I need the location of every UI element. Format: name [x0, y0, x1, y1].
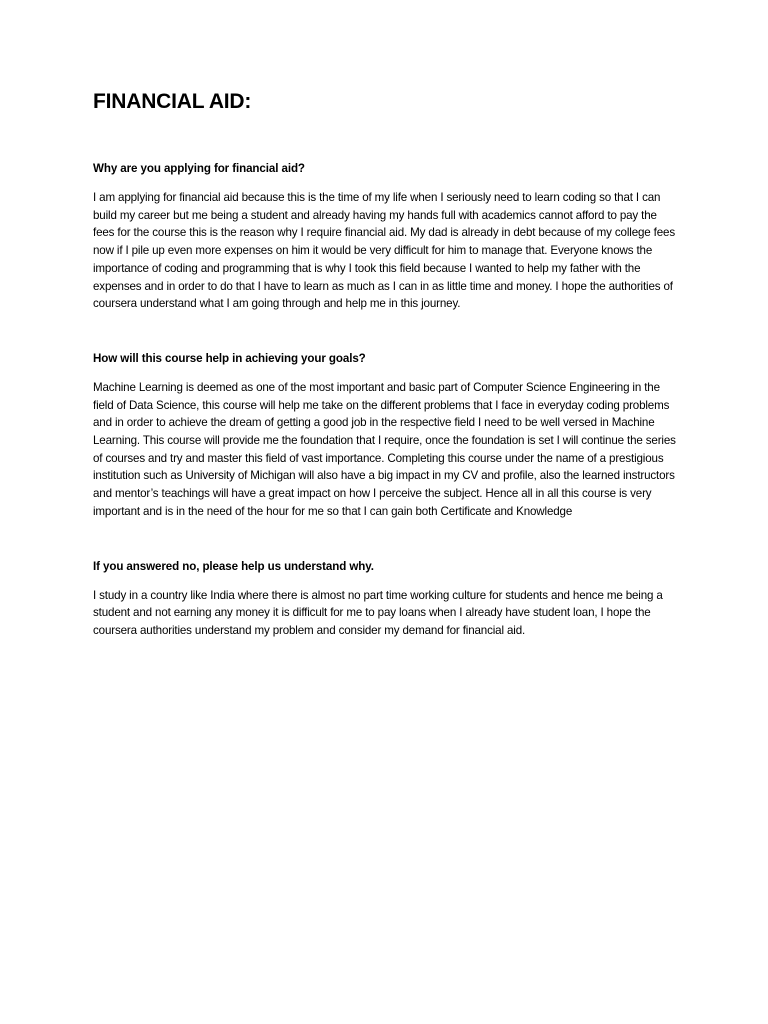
- answer-paragraph: I am applying for financial aid because this is the time of my life when I seriously need to learn coding so that I can build my career but me being a student and already having my hands full with academics cannot afford to pay the fees for the course this is the reason why I require financial aid. My dad is already in debt because of my college fees now if I pile up even more expenses on him it would be very difficult for him to manage that. Everyone knows the importance of coding and programming that is why I took this field because I wanted to help my father with the expenses and in order to do that I have to learn as much as I can in as little time and money. I hope the authorities of coursera understand what I am going through and help me in this journey.: [93, 191, 675, 311]
- section-course-goals: [93, 350, 678, 521]
- answer-paragraph: Machine Learning is deemed as one of the most important and basic part of Computer Science Engineering in the field of Data Science, this course will help me take on the different problems that I face in everyday coding problems and in order to achieve the dream of getting a good job in the respective field I need to be well versed in Machine Learning. This course will provide me the foundation that I require, once the foundation is set I will continue the series of courses and try and master this field of vast importance. Completing this course under the name of a prestigious institution such as University of Michigan will also have a big impact in my CV and profile, also the learned instructors and mentor’s teachings will have a great impact on how I perceive the subject. Hence all in all this course is very important and is in the need of the hour for me so that I can gain both Certificate and Knowledge: [93, 380, 676, 518]
- question-heading: How will this course help in achieving your goals?: [93, 351, 366, 365]
- question-heading: Why are you applying for financial aid?: [93, 162, 305, 175]
- question-heading: If you answered no, please help us understand why.: [93, 559, 374, 573]
- answer-paragraph: I study in a country like India where there is almost no part time working culture for students and hence me being a student and not earning any money it is difficult for me to pay loans when I already have student loan, I hope the coursera authorities understand my problem and consider my demand for financial aid.: [93, 588, 663, 637]
- section-answered-no: [93, 558, 678, 640]
- document-title: FINANCIAL AID:: [93, 90, 252, 113]
- document-page: [93, 88, 678, 640]
- section-why-applying: [93, 160, 678, 313]
